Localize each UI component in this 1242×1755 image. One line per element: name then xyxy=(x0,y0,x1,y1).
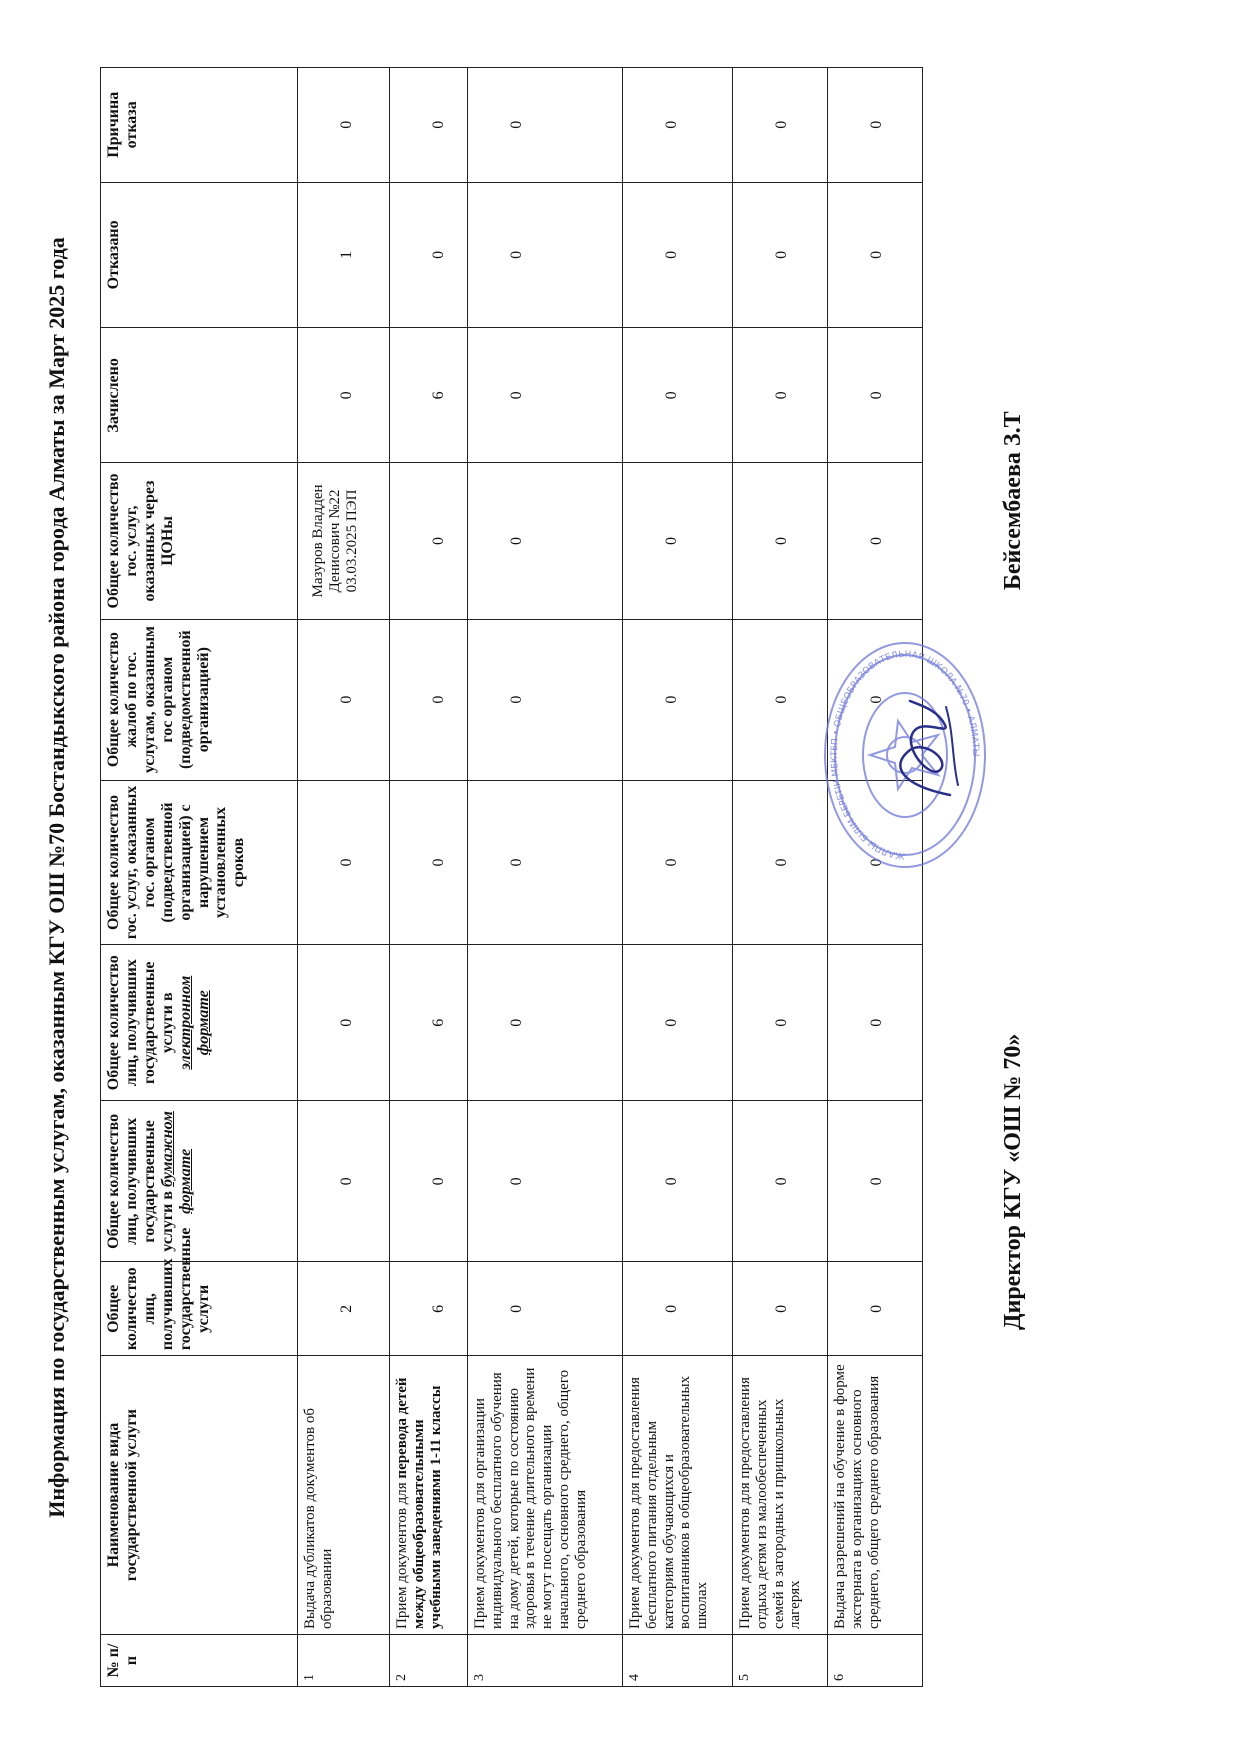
header-cpon: Общее количество гос. услуг, оказанных через ЦОНы xyxy=(101,463,298,619)
row-cpon: 0 xyxy=(733,463,828,619)
services-table xyxy=(100,67,923,1687)
header-num: № п/п xyxy=(101,1634,298,1686)
row-violations: 0 xyxy=(828,780,923,944)
row-complaints: 0 xyxy=(298,619,390,780)
row-service xyxy=(828,1356,923,1635)
row-electronic: 0 xyxy=(623,945,733,1101)
row-num: 3 xyxy=(468,1634,623,1686)
row-total: 6 xyxy=(390,1262,468,1356)
header-electronic-prefix: Общее количество лиц, получивших государственные услуги в xyxy=(105,955,176,1091)
header-total: Общее количество лиц, получивших государственные услуги xyxy=(101,1262,298,1356)
row-num: 2 xyxy=(390,1634,468,1686)
row-total: 0 xyxy=(733,1262,828,1356)
row-violations: 0 xyxy=(298,780,390,944)
row-total: 0 xyxy=(828,1262,923,1356)
row-violations: 0 xyxy=(390,780,468,944)
row-complaints: 0 xyxy=(468,619,623,780)
row-cpon: Мазуров Владден Денисович №22 03.03.2025 ПЭП xyxy=(298,463,390,619)
row-refused: 0 xyxy=(733,182,828,328)
service-text: Выдача дубликатов документов об образовании xyxy=(302,1408,335,1629)
row-electronic: 0 xyxy=(298,945,390,1101)
row-refused: 0 xyxy=(390,182,468,328)
row-reason: 0 xyxy=(468,68,623,183)
row-enrolled: 0 xyxy=(623,328,733,463)
header-violations: Общее количество гос. услуг, оказанных гос. органом (подведственной организацией) с нарушением установленных сроков xyxy=(101,780,298,944)
service-text: Прием документов для предоставления отдыха детям из малообеспеченных семей в загородных и пришкольных лагерях xyxy=(737,1377,804,1629)
table-row xyxy=(623,68,733,1687)
row-paper: 0 xyxy=(468,1101,623,1262)
row-service xyxy=(298,1356,390,1635)
row-enrolled: 0 xyxy=(298,328,390,463)
header-reason: Причина отказа xyxy=(101,68,298,183)
row-num: 5 xyxy=(733,1634,828,1686)
row-cpon: 0 xyxy=(390,463,468,619)
row-num: 1 xyxy=(298,1634,390,1686)
row-cpon: 0 xyxy=(468,463,623,619)
table-row xyxy=(828,68,923,1687)
row-enrolled: 0 xyxy=(828,328,923,463)
row-total: 0 xyxy=(468,1262,623,1356)
row-reason: 0 xyxy=(733,68,828,183)
header-paper-prefix: Общее количество лиц, получивших государственные услуги в xyxy=(105,1113,176,1252)
row-paper: 0 xyxy=(828,1101,923,1262)
row-cpon: 0 xyxy=(828,463,923,619)
row-reason: 0 xyxy=(298,68,390,183)
row-service xyxy=(733,1356,828,1635)
row-violations: 0 xyxy=(733,780,828,944)
row-electronic: 6 xyxy=(390,945,468,1101)
row-complaints: 0 xyxy=(733,619,828,780)
signatory-name: Бейсембаева З.Т xyxy=(1000,411,1026,590)
row-enrolled: 0 xyxy=(468,328,623,463)
row-electronic: 0 xyxy=(733,945,828,1101)
table-row xyxy=(468,68,623,1687)
row-num: 4 xyxy=(623,1634,733,1686)
service-text: Выдача разрешений на обучение в форме экстерната в организациях основного среднего, общего среднего образования xyxy=(832,1364,882,1629)
stamp-text: ЖАЛПЫ БІЛІМ БЕРЕТІН МЕКТЕП • ОБЩЕОБРАЗОВАТЕЛЬНАЯ ШКОЛА №70 • АЛМАТЫ xyxy=(829,649,981,861)
header-enrolled: Зачислено xyxy=(101,328,298,463)
row-num: 6 xyxy=(828,1634,923,1686)
row-refused: 0 xyxy=(623,182,733,328)
row-cpon: 0 xyxy=(623,463,733,619)
row-enrolled: 0 xyxy=(733,328,828,463)
row-total: 0 xyxy=(623,1262,733,1356)
row-violations: 0 xyxy=(623,780,733,944)
row-reason: 0 xyxy=(828,68,923,183)
row-paper: 0 xyxy=(623,1101,733,1262)
row-violations: 0 xyxy=(468,780,623,944)
service-text: Прием документов для организации индивидуального бесплатного обучения на дому детей, которые по состоянию здоровья в течение длительного времени не могут посещать организации начального, основного среднего, общего среднего образования xyxy=(472,1367,589,1629)
signatory-position: Директор КГУ «ОШ № 70» xyxy=(1000,1033,1026,1330)
row-paper: 0 xyxy=(733,1101,828,1262)
header-service: Наименование вида государственной услуги xyxy=(101,1356,298,1635)
header-electronic-emph: электронном формате xyxy=(176,975,212,1070)
row-service xyxy=(468,1356,623,1635)
header-complaints: Общее количество жалоб по гос. услугам, оказанным гос органом (подведомственной организацией) xyxy=(101,619,298,780)
row-paper: 0 xyxy=(390,1101,468,1262)
row-refused: 0 xyxy=(468,182,623,328)
signature xyxy=(880,695,970,805)
header-paper-emph: бумажном формате xyxy=(158,1111,194,1214)
table-row xyxy=(733,68,828,1687)
service-text: Прием документов для xyxy=(394,1478,410,1629)
header-refused: Отказано xyxy=(101,182,298,328)
service-text-bold: перевода детей xyxy=(394,1377,410,1479)
header-paper xyxy=(101,1101,298,1262)
row-refused: 0 xyxy=(828,182,923,328)
service-text-tail: между общеобразовательными учебными заведениями 1-11 классы xyxy=(410,1385,444,1629)
row-complaints: 0 xyxy=(390,619,468,780)
service-text: Прием документов для предоставления бесплатного питания отдельным категориям обучающихся и воспитанников в общеобразовательных школах xyxy=(627,1375,711,1629)
row-enrolled: 6 xyxy=(390,328,468,463)
row-complaints: 0 xyxy=(828,619,923,780)
row-service xyxy=(390,1356,468,1635)
table-header-row xyxy=(101,68,298,1687)
row-complaints: 0 xyxy=(623,619,733,780)
table-row xyxy=(390,68,468,1687)
table-row xyxy=(298,68,390,1687)
row-refused: 1 xyxy=(298,182,390,328)
row-reason: 0 xyxy=(390,68,468,183)
row-service xyxy=(623,1356,733,1635)
row-electronic: 0 xyxy=(468,945,623,1101)
row-reason: 0 xyxy=(623,68,733,183)
document-title: Информация по государственным услугам, оказанным КГУ ОШ №70 Бостандыкского района города Алматы за Март 2025 года xyxy=(44,237,69,1518)
row-paper: 0 xyxy=(298,1101,390,1262)
header-electronic xyxy=(101,945,298,1101)
row-total: 2 xyxy=(298,1262,390,1356)
row-electronic: 0 xyxy=(828,945,923,1101)
